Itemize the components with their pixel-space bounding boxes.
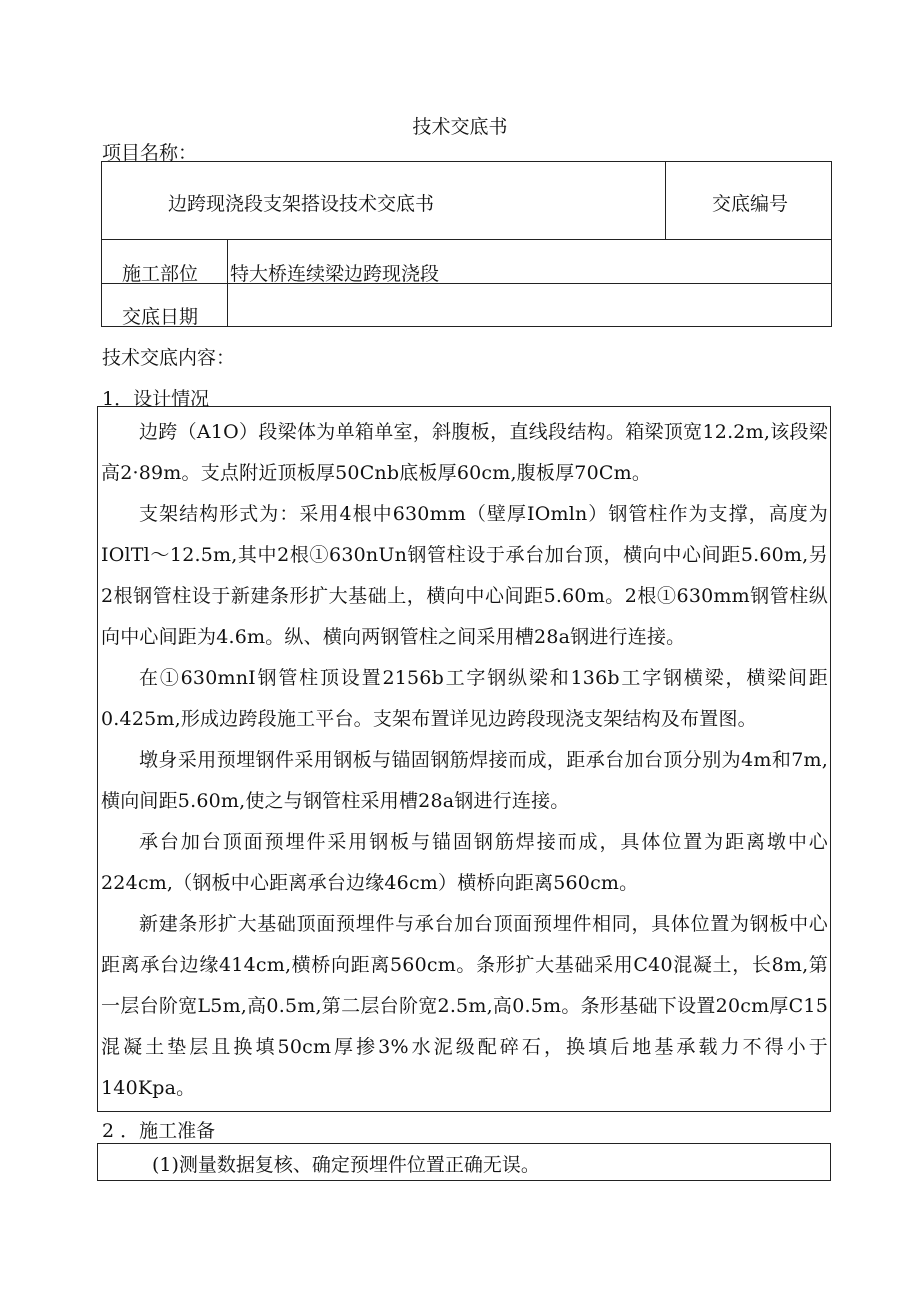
paragraph: 新建条形扩大基础顶面预埋件与承台加台顶面预埋件相同，具体位置为钢板中心距离承台边缘414cm,横桥向距离560cm。条形扩大基础采用C40混凝土，长8m,第一层台阶宽L5m,高0.5m,第二层台阶宽2.5m,高0.5m。条形基础下设置20cm厚C15混凝土垫层且换填50cm厚掺3%水泥级配碎石，换填后地基承载力不得小于140Kpa。 [101, 913, 828, 1099]
header-main-title: 边跨现浇段支架搭设技术交底书 [168, 193, 435, 215]
paragraph: 支架结构形式为：采用4根中630mm（壁厚IOmln）钢管柱作为支撑，高度为IOlTl～12.5m,其中2根①630nUn钢管柱设于承台加台顶，横向中心间距5.60m,另2根钢管柱设于新建条形扩大基础上，横向中心间距5.60m。2根①630mm钢管柱纵向中心间距为4.6m。纵、横向两钢管柱之间采用槽28a钢进行连接。 [101, 503, 828, 648]
header-divider [102, 283, 831, 284]
paragraph: 在①630mnI钢管柱顶设置2156b工字钢纵梁和136b工字钢横梁，横梁间距0.425m,形成边跨段施工平台。支架布置详见边跨段现浇支架结构及布置图。 [101, 667, 828, 730]
section2-item: (1)测量数据复核、确定预埋件位置正确无误。 [152, 1154, 540, 1176]
header-divider [102, 239, 831, 240]
section1-title: 1．设计情况 [102, 388, 210, 410]
paragraph: 边跨（A1O）段梁体为单箱单室，斜腹板，直线段结构。箱梁顶宽12.2m,该段梁高2·89m。支点附近顶板厚50Cnb底板厚60cm,腹板厚70Cm。 [101, 421, 828, 484]
header-site-value: 特大桥连续梁边跨现浇段 [230, 263, 440, 285]
document-title: 技术交底书 [412, 116, 508, 138]
project-name-label: 项目名称： [102, 142, 198, 164]
header-code-label: 交底编号 [712, 193, 789, 215]
header-divider [665, 162, 666, 239]
header-table [101, 161, 832, 327]
content-label: 技术交底内容： [102, 347, 236, 369]
header-date-label: 交底日期 [122, 306, 199, 328]
header-site-label: 施工部位 [122, 263, 199, 285]
paragraph: 承台加台顶面预埋件采用钢板与锚固钢筋焊接而成，具体位置为距离墩中心224cm,（钢板中心距离承台边缘46cm）横桥向距离560cm。 [101, 831, 828, 894]
section2-title: 2 ．施工准备 [102, 1120, 216, 1142]
paragraph: 墩身采用预埋钢件采用钢板与锚固钢筋焊接而成，距承台加台顶分别为4m和7m,横向间距5.60m,使之与钢管柱采用槽28a钢进行连接。 [101, 749, 828, 812]
